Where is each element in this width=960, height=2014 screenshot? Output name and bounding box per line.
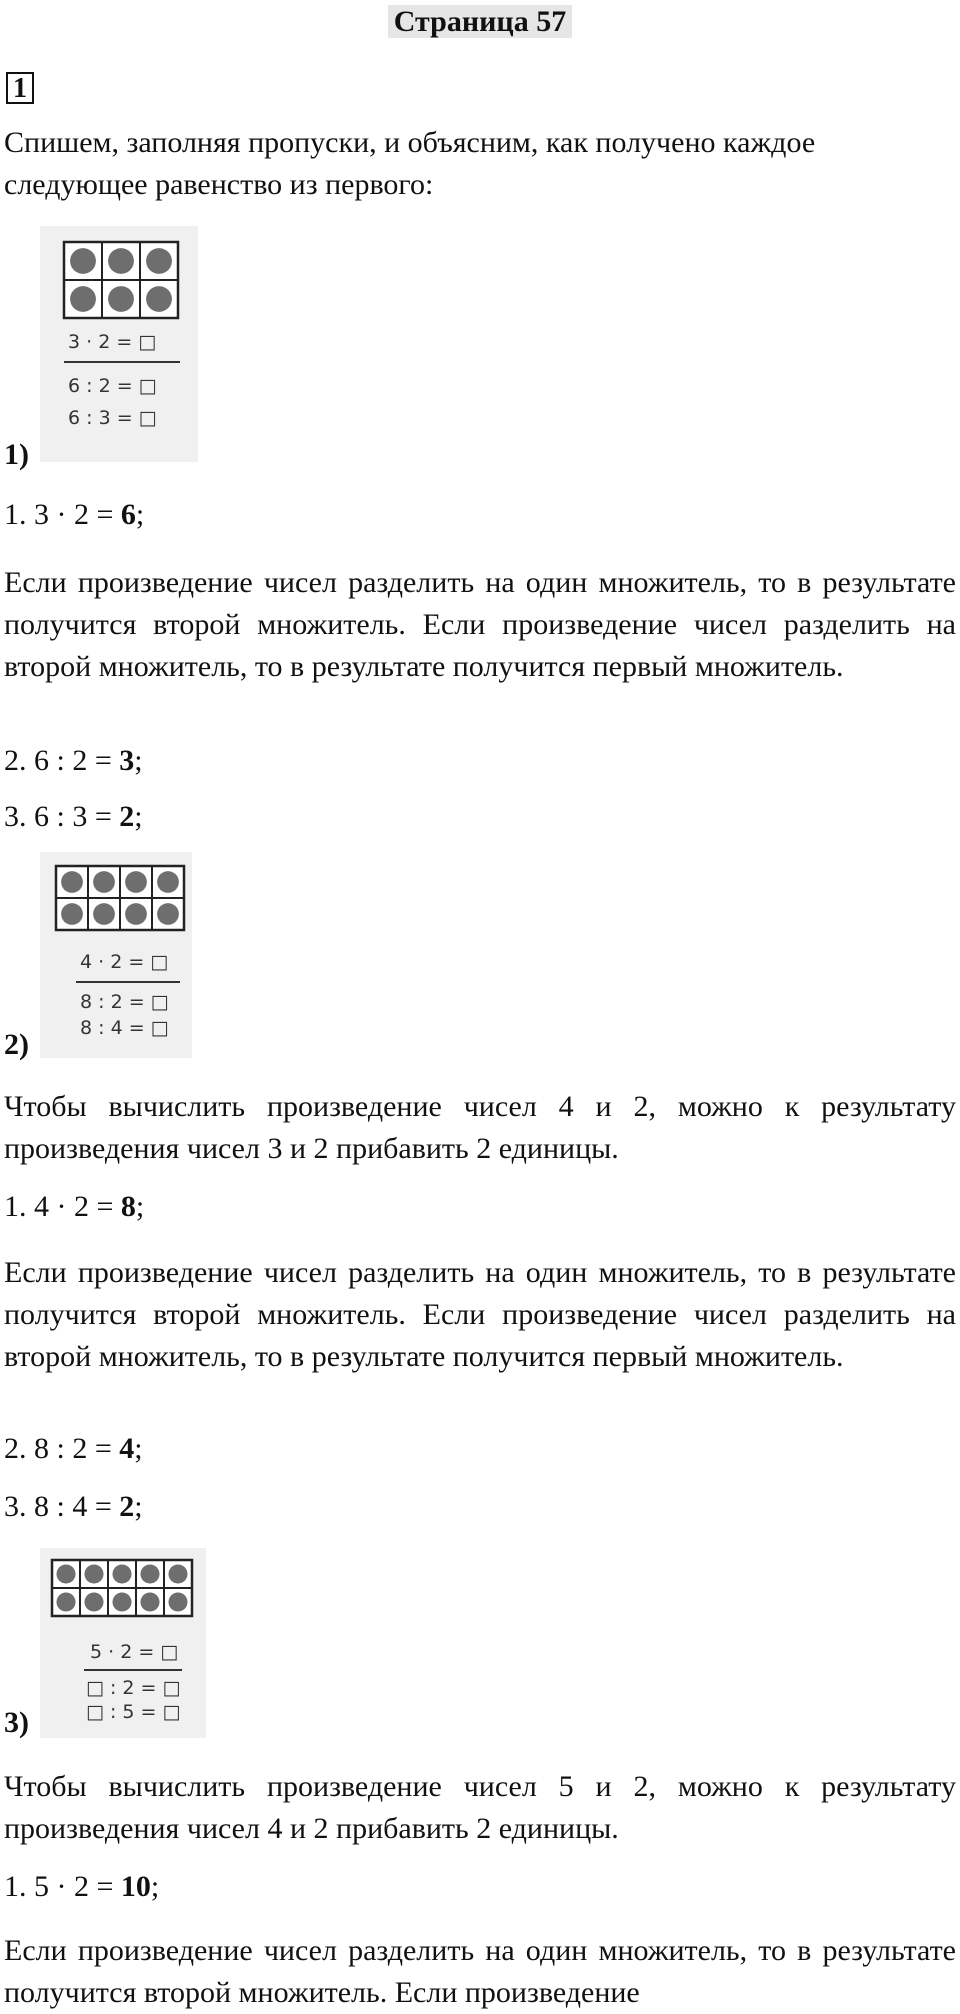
counter-dot bbox=[108, 248, 134, 274]
part-label-1: 1) bbox=[4, 438, 29, 471]
part-2-note: Чтобы вычислить произведение чисел 4 и 2, можно к результату произведения чисел 3 и 2 прибавить 2 единицы. bbox=[4, 1090, 956, 1165]
part-1-explanation: Если произведение чисел разделить на один множитель, то в результате получится второй множитель. Если произведение чисел разделить на второй множитель, то в результате получится первый множитель. bbox=[4, 566, 956, 683]
figure-part-3-svg bbox=[40, 1548, 206, 1738]
part-2-explanation: Если произведение чисел разделить на один множитель, то в результате получится второй множитель. Если произведение чисел разделить на второй множитель, то в результате получится первый множитель. bbox=[4, 1256, 956, 1373]
part-2-line-2: 2. 8 : 2 = 4; bbox=[4, 1432, 143, 1465]
eq-1-1: 3 · 2 = □ bbox=[68, 331, 157, 353]
counter-dot bbox=[140, 1564, 159, 1583]
part-3-note: Чтобы вычислить произведение чисел 5 и 2, можно к результату произведения чисел 4 и 2 прибавить 2 единицы. bbox=[4, 1770, 956, 1845]
counter-dot bbox=[56, 1564, 75, 1583]
counter-dot bbox=[84, 1592, 103, 1611]
eq-3-2: □ : 2 = □ bbox=[86, 1677, 181, 1699]
dot-grid-3 bbox=[52, 1560, 192, 1616]
counter-dot bbox=[146, 286, 172, 312]
counter-dot bbox=[157, 871, 179, 893]
part-2-line-3: 3. 8 : 4 = 2; bbox=[4, 1490, 143, 1523]
eq-3-3: □ : 5 = □ bbox=[86, 1701, 181, 1723]
part-1-line-3: 3. 6 : 3 = 2; bbox=[4, 800, 143, 833]
part-2-line-1: 1. 4 · 2 = 8; bbox=[4, 1190, 145, 1223]
page-title: Страница 57 bbox=[0, 5, 960, 39]
counter-dot bbox=[61, 903, 83, 925]
counter-dot bbox=[140, 1592, 159, 1611]
counter-dot bbox=[168, 1592, 187, 1611]
figure-part-2-svg bbox=[40, 852, 192, 1058]
task-number-box: 1 bbox=[6, 72, 34, 104]
counter-dot bbox=[70, 248, 96, 274]
part-label-2: 2) bbox=[4, 1028, 29, 1061]
part-1-line-2: 2. 6 : 2 = 3; bbox=[4, 744, 143, 777]
dot-grid-1 bbox=[64, 242, 178, 318]
counter-dot bbox=[112, 1564, 131, 1583]
counter-dot bbox=[125, 871, 147, 893]
figure-part-2 bbox=[40, 852, 192, 1058]
figure-part-1-svg bbox=[40, 226, 198, 462]
counter-dot bbox=[56, 1592, 75, 1611]
counter-dot bbox=[125, 903, 147, 925]
dot-grid-2 bbox=[56, 866, 184, 930]
part-label-3: 3) bbox=[4, 1706, 29, 1739]
eq-2-3: 8 : 4 = □ bbox=[80, 1017, 169, 1039]
counter-dot bbox=[93, 871, 115, 893]
eq-2-1: 4 · 2 = □ bbox=[80, 951, 169, 973]
counter-dot bbox=[146, 248, 172, 274]
eq-1-2: 6 : 2 = □ bbox=[68, 375, 157, 397]
counter-dot bbox=[157, 903, 179, 925]
counter-dot bbox=[84, 1564, 103, 1583]
figure-part-1 bbox=[40, 226, 198, 462]
part-3-line-1: 1. 5 · 2 = 10; bbox=[4, 1870, 160, 1903]
part-3-explanation: Если произведение чисел разделить на один множитель, то в результате получится второй множитель. Если произведение bbox=[4, 1934, 956, 2009]
intro-text: Спишем, заполняя пропуски, и объясним, как получено каждое следующее равенство из первого: bbox=[4, 126, 816, 201]
counter-dot bbox=[93, 903, 115, 925]
counter-dot bbox=[112, 1592, 131, 1611]
eq-1-3: 6 : 3 = □ bbox=[68, 407, 157, 429]
counter-dot bbox=[61, 871, 83, 893]
counter-dot bbox=[108, 286, 134, 312]
eq-3-1: 5 · 2 = □ bbox=[90, 1641, 179, 1663]
counter-dot bbox=[168, 1564, 187, 1583]
figure-part-3 bbox=[40, 1548, 206, 1738]
part-1-line-1: 1. 3 · 2 = 6; bbox=[4, 498, 145, 531]
counter-dot bbox=[70, 286, 96, 312]
eq-2-2: 8 : 2 = □ bbox=[80, 991, 169, 1013]
